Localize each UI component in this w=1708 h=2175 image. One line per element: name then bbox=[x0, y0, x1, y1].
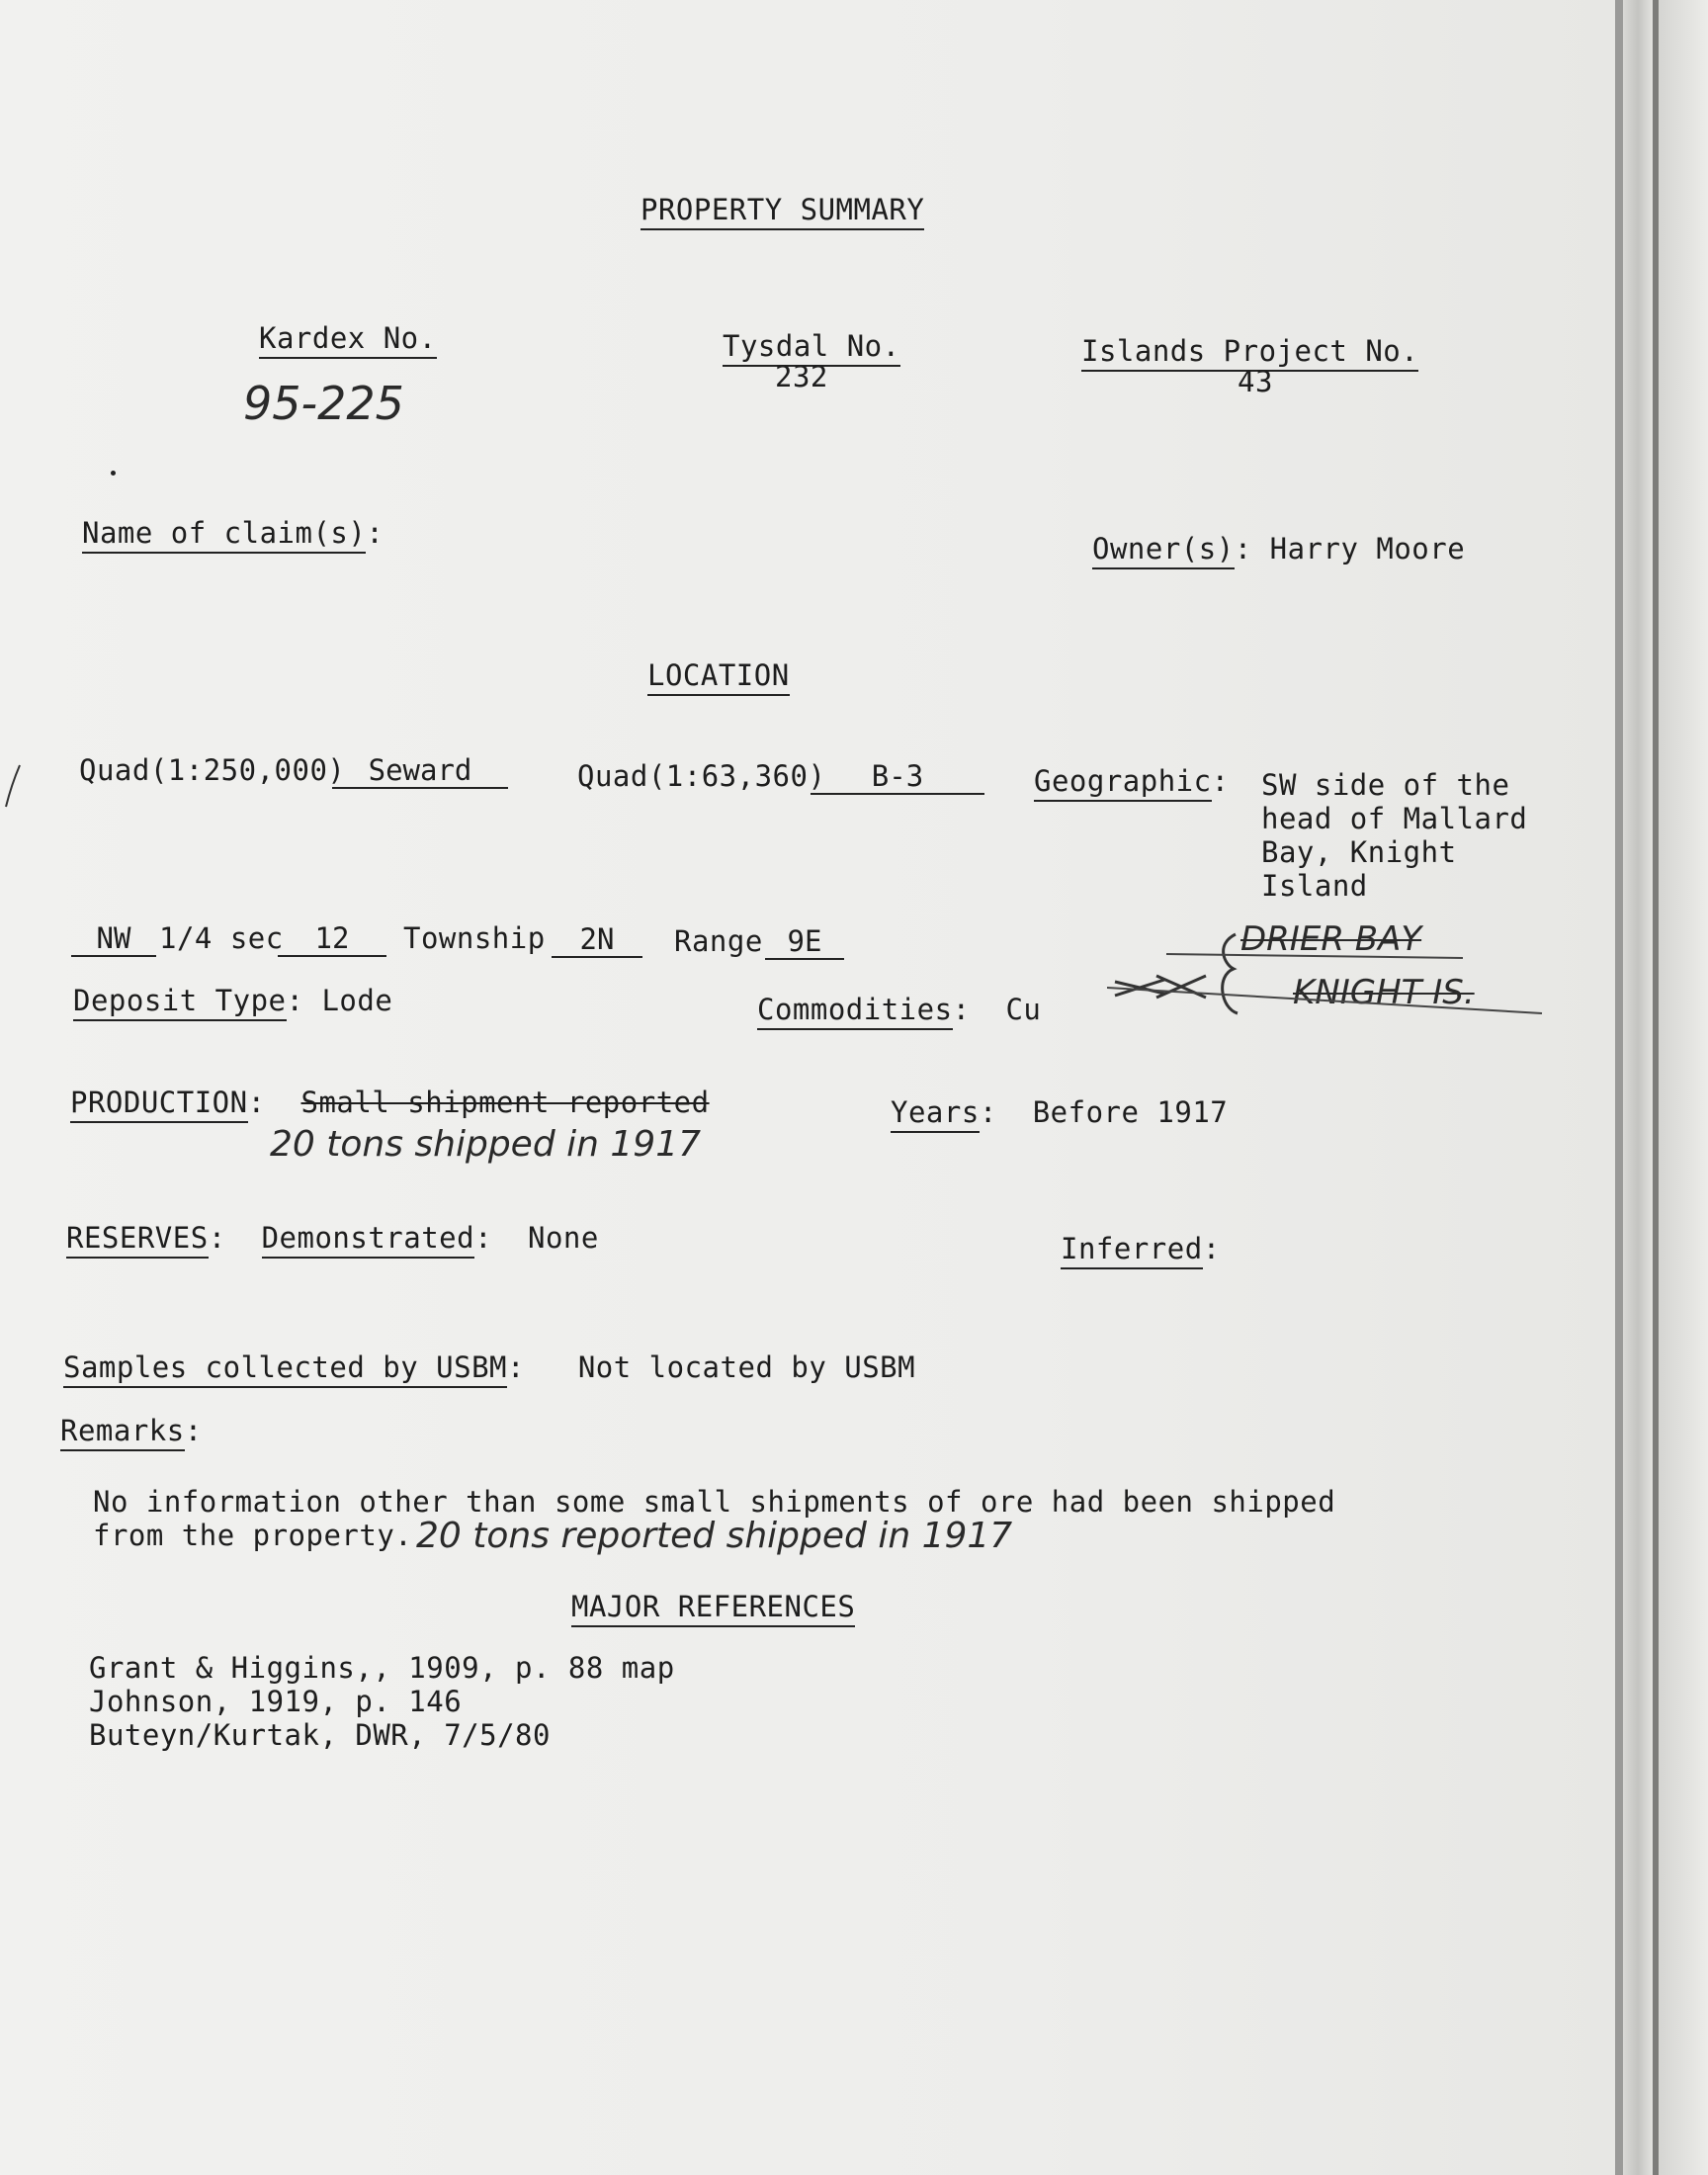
owner-value: Harry Moore bbox=[1269, 532, 1466, 566]
remarks-line-2: from the property. bbox=[93, 1519, 413, 1552]
handwritten-bracket-mark bbox=[1107, 914, 1562, 1033]
colon: : bbox=[286, 984, 322, 1017]
inferred-row bbox=[1061, 1232, 1238, 1265]
demonstrated-value: None bbox=[527, 1221, 599, 1255]
samples-value: Not located by USBM bbox=[577, 1350, 916, 1384]
reference-item: Johnson, 1919, p. 146 bbox=[89, 1685, 463, 1718]
reserves-row bbox=[66, 1221, 599, 1255]
remarks-handwritten: 20 tons reported shipped in 1917 bbox=[416, 1516, 1013, 1556]
years-value: Before 1917 bbox=[1032, 1095, 1229, 1129]
remarks-row bbox=[60, 1414, 203, 1447]
colon: : bbox=[247, 1086, 301, 1119]
colon: : bbox=[366, 516, 384, 550]
deposit-type-label: Deposit Type bbox=[73, 984, 287, 1021]
range-value: 9E bbox=[765, 924, 844, 960]
quad250-value: Seward bbox=[332, 753, 508, 789]
geographic-line-3: Bay, Knight bbox=[1261, 835, 1457, 869]
colon: : bbox=[1202, 1232, 1238, 1265]
geographic-label: Geographic bbox=[1034, 764, 1212, 802]
references-heading: MAJOR REFERENCES bbox=[571, 1590, 855, 1627]
range-label: Range bbox=[674, 924, 763, 958]
deposit-type-value: Lode bbox=[321, 984, 393, 1017]
claim-name-row bbox=[82, 516, 401, 550]
quad63-value: B-3 bbox=[811, 759, 984, 795]
handwritten-drier-bay: DRIER BAY bbox=[1240, 919, 1422, 959]
township-value: 2N bbox=[552, 922, 642, 958]
scan-edge bbox=[1615, 0, 1623, 2175]
inferred-label: Inferred bbox=[1061, 1232, 1203, 1269]
colon: : bbox=[208, 1221, 262, 1255]
deposit-type-row bbox=[73, 984, 392, 1017]
remarks-label: Remarks bbox=[60, 1414, 185, 1451]
quad250-label: Quad(1:250,000) bbox=[79, 753, 346, 787]
stray-dot bbox=[111, 471, 116, 476]
colon: : bbox=[474, 1221, 528, 1255]
owner-row bbox=[1092, 532, 1465, 566]
kardex-label: Kardex No. bbox=[259, 321, 437, 359]
location-heading: LOCATION bbox=[647, 658, 790, 696]
commodities-label: Commodities bbox=[757, 993, 953, 1030]
kardex-value: 95-225 bbox=[243, 377, 404, 430]
production-handwritten-value: 20 tons shipped in 1917 bbox=[270, 1124, 702, 1165]
colon: : bbox=[507, 1350, 578, 1384]
colon: : bbox=[184, 1414, 203, 1447]
handwritten-knight-island: KNIGHT IS. bbox=[1293, 973, 1475, 1012]
page-title: PROPERTY SUMMARY bbox=[640, 193, 924, 230]
samples-row bbox=[63, 1350, 915, 1384]
production-label: PRODUCTION bbox=[70, 1086, 248, 1123]
section-value: 12 bbox=[278, 921, 386, 957]
geographic-line-4: Island bbox=[1261, 869, 1368, 903]
township-label: Township bbox=[403, 921, 546, 955]
samples-label: Samples collected by USBM bbox=[63, 1350, 507, 1388]
tysdal-value: 232 bbox=[775, 360, 828, 393]
scan-edge bbox=[1659, 0, 1708, 2175]
years-label: Years bbox=[891, 1095, 980, 1133]
islands-project-value: 43 bbox=[1238, 365, 1273, 398]
margin-check-mark bbox=[2, 761, 24, 811]
colon: : bbox=[1234, 532, 1270, 566]
islands-project-label: Islands Project No. bbox=[1081, 334, 1418, 372]
geographic-line-1: SW side of the bbox=[1261, 768, 1510, 802]
colon: : bbox=[979, 1095, 1033, 1129]
production-struck-value: Small shipment reported bbox=[300, 1086, 710, 1119]
geographic-line-2: head of Mallard bbox=[1261, 802, 1528, 835]
production-row bbox=[70, 1086, 710, 1119]
reference-item: Grant & Higgins,, 1909, p. 88 map bbox=[89, 1651, 675, 1685]
scan-edge bbox=[1623, 0, 1653, 2175]
demonstrated-label: Demonstrated bbox=[262, 1221, 475, 1259]
geographic-row bbox=[1034, 764, 1230, 798]
reserves-label: RESERVES bbox=[66, 1221, 209, 1259]
tysdal-label: Tysdal No. bbox=[723, 329, 900, 367]
owner-label: Owner(s) bbox=[1092, 532, 1235, 569]
colon: : bbox=[952, 993, 1006, 1026]
commodities-value: Cu bbox=[1005, 993, 1042, 1026]
remarks-line-1: No information other than some small shipments of ore had been shipped bbox=[93, 1485, 1336, 1519]
reference-item: Buteyn/Kurtak, DWR, 7/5/80 bbox=[89, 1718, 551, 1752]
claim-name-label: Name of claim(s) bbox=[82, 516, 366, 554]
quad63-label: Quad(1:63,360) bbox=[577, 759, 826, 793]
years-row bbox=[891, 1095, 1228, 1129]
colon: : bbox=[1211, 764, 1230, 798]
commodities-row bbox=[757, 993, 1041, 1026]
quarter-label: 1/4 sec bbox=[159, 921, 284, 955]
quarter-value: NW bbox=[71, 921, 156, 957]
